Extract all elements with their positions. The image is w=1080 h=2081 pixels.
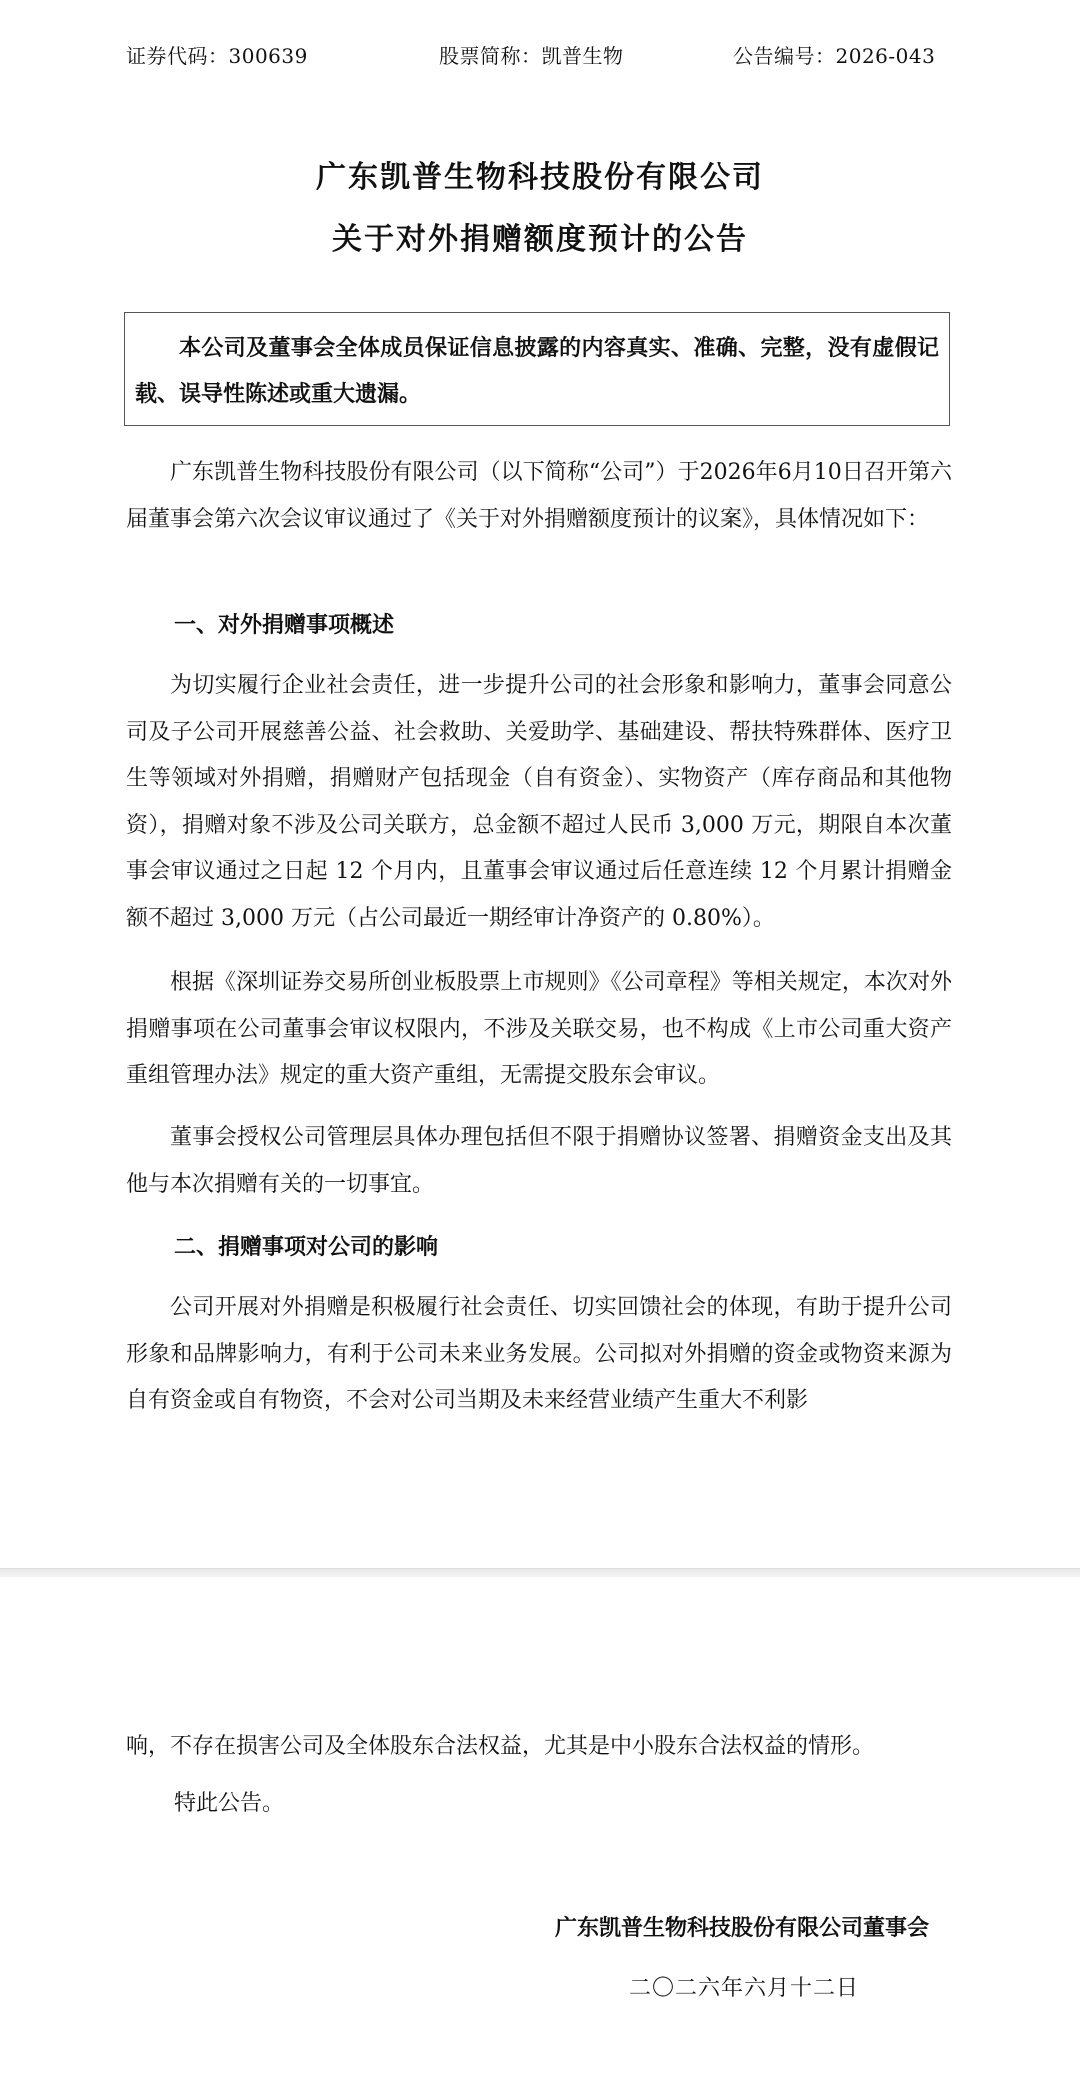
document-header	[126, 40, 956, 72]
section1-paragraph-2: 根据《深圳证券交易所创业板股票上市规则》《公司章程》等相关规定，本次对外捐赠事项在公司董事会审议权限内，不涉及关联交易，也不构成《上市公司重大资产重组管理办法》规定的重大资产重组，无需提交股东会审议。	[126, 970, 952, 1088]
signature-board: 广东凯普生物科技股份有限公司董事会	[554, 1915, 929, 1941]
company-title: 广东凯普生物科技股份有限公司	[316, 160, 764, 195]
section2-paragraph-1-continued: 响，不存在损害公司及全体股东合法权益，尤其是中小股东合法权益的情形。	[126, 1734, 875, 1759]
securities-code: 证券代码：300639	[126, 44, 308, 68]
signature-date: 二〇二六年六月十二日	[628, 1976, 859, 2001]
document-page-2	[0, 1577, 1080, 2081]
notice-number: 公告编号：2026-043	[733, 44, 936, 68]
announcement-title: 关于对外捐赠额度预计的公告	[332, 222, 748, 257]
section2-paragraph-1: 公司开展对外捐赠是积极履行社会责任、切实回馈社会的体现，有助于提升公司形象和品牌影响力，有利于公司未来业务发展。公司拟对外捐赠的资金或物资来源为自有资金或自有物资，不会对公司当期及未来经营业绩产生重大不利影	[126, 1295, 952, 1413]
intro-paragraph: 广东凯普生物科技股份有限公司（以下简称“公司”）于2026年6月10日召开第六届董事会第六次会议审议通过了《关于对外捐赠额度预计的议案》，具体情况如下：	[126, 460, 952, 532]
section1-paragraph-3: 董事会授权公司管理层具体办理包括但不限于捐赠协议签署、捐赠资金支出及其他与本次捐赠有关的一切事宜。	[126, 1125, 952, 1197]
stock-short-name: 股票简称：凯普生物	[439, 44, 624, 68]
closing-statement: 特此公告。	[174, 1791, 285, 1816]
disclosure-statement-box	[124, 312, 950, 426]
section-heading-1: 一、对外捐赠事项概述	[174, 612, 395, 638]
section-heading-2: 二、捐赠事项对公司的影响	[174, 1234, 439, 1260]
page-separator	[0, 1568, 1080, 1577]
section1-paragraph-1: 为切实履行企业社会责任，进一步提升公司的社会形象和影响力，董事会同意公司及子公司开展慈善公益、社会救助、关爱助学、基础建设、帮扶特殊群体、医疗卫生等领域对外捐赠，捐赠财产包括现金（自有资金）、实物资产（库存商品和其他物资），捐赠对象不涉及公司关联方，总金额不超过人民币 3,000 万元，期限自本次董事会审议通过之日起 12 个月内，且董事会审议通过后任意连续 12 个月累计捐赠金额不超过 3,000 万元（占公司最近一期经审计净资产的 0.80%）。	[126, 673, 952, 931]
disclosure-statement: 本公司及董事会全体成员保证信息披露的内容真实、准确、完整，没有虚假记载、误导性陈述或重大遗漏。	[135, 335, 939, 407]
